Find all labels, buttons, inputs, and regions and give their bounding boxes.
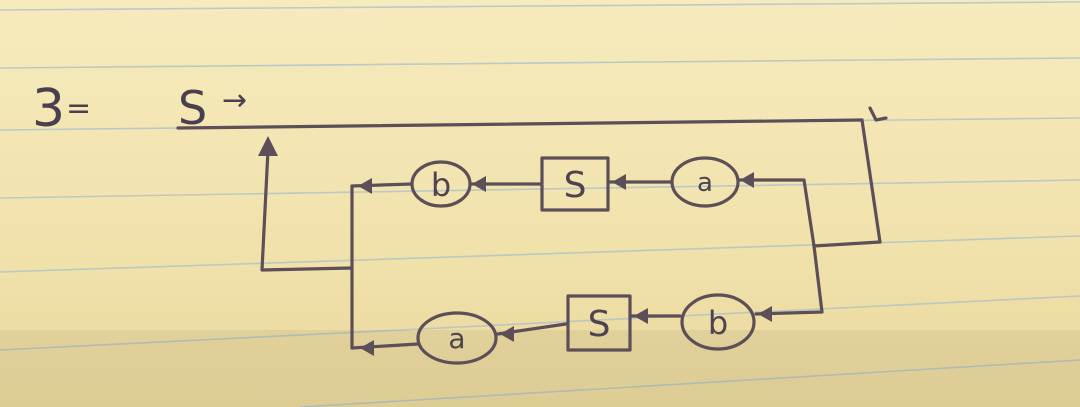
connector-lines (178, 108, 886, 348)
upper-branch (412, 158, 738, 210)
heading-number: 3 (32, 79, 66, 139)
heading-arrow: → (222, 83, 248, 118)
paper-shadow (0, 330, 1080, 407)
node-label: a (697, 168, 713, 198)
node-label: S (563, 165, 587, 206)
arrow-left-icon (758, 306, 772, 322)
arrow-left-icon (634, 308, 648, 324)
heading-separator: = (66, 91, 92, 126)
heading (32, 79, 247, 139)
right-box (738, 180, 880, 246)
arrow-up-icon (258, 136, 278, 156)
node-label: S (587, 304, 611, 345)
right-to-lower (756, 246, 822, 314)
rail-end-tick (870, 108, 886, 120)
right-drop (862, 120, 880, 242)
arrowheads (258, 136, 772, 356)
node-label: b (430, 166, 452, 204)
top-rail (178, 120, 862, 128)
node-label: b (707, 304, 729, 342)
node-label: a (448, 322, 466, 355)
return-path (262, 150, 352, 270)
heading-start-symbol: S (178, 81, 208, 135)
